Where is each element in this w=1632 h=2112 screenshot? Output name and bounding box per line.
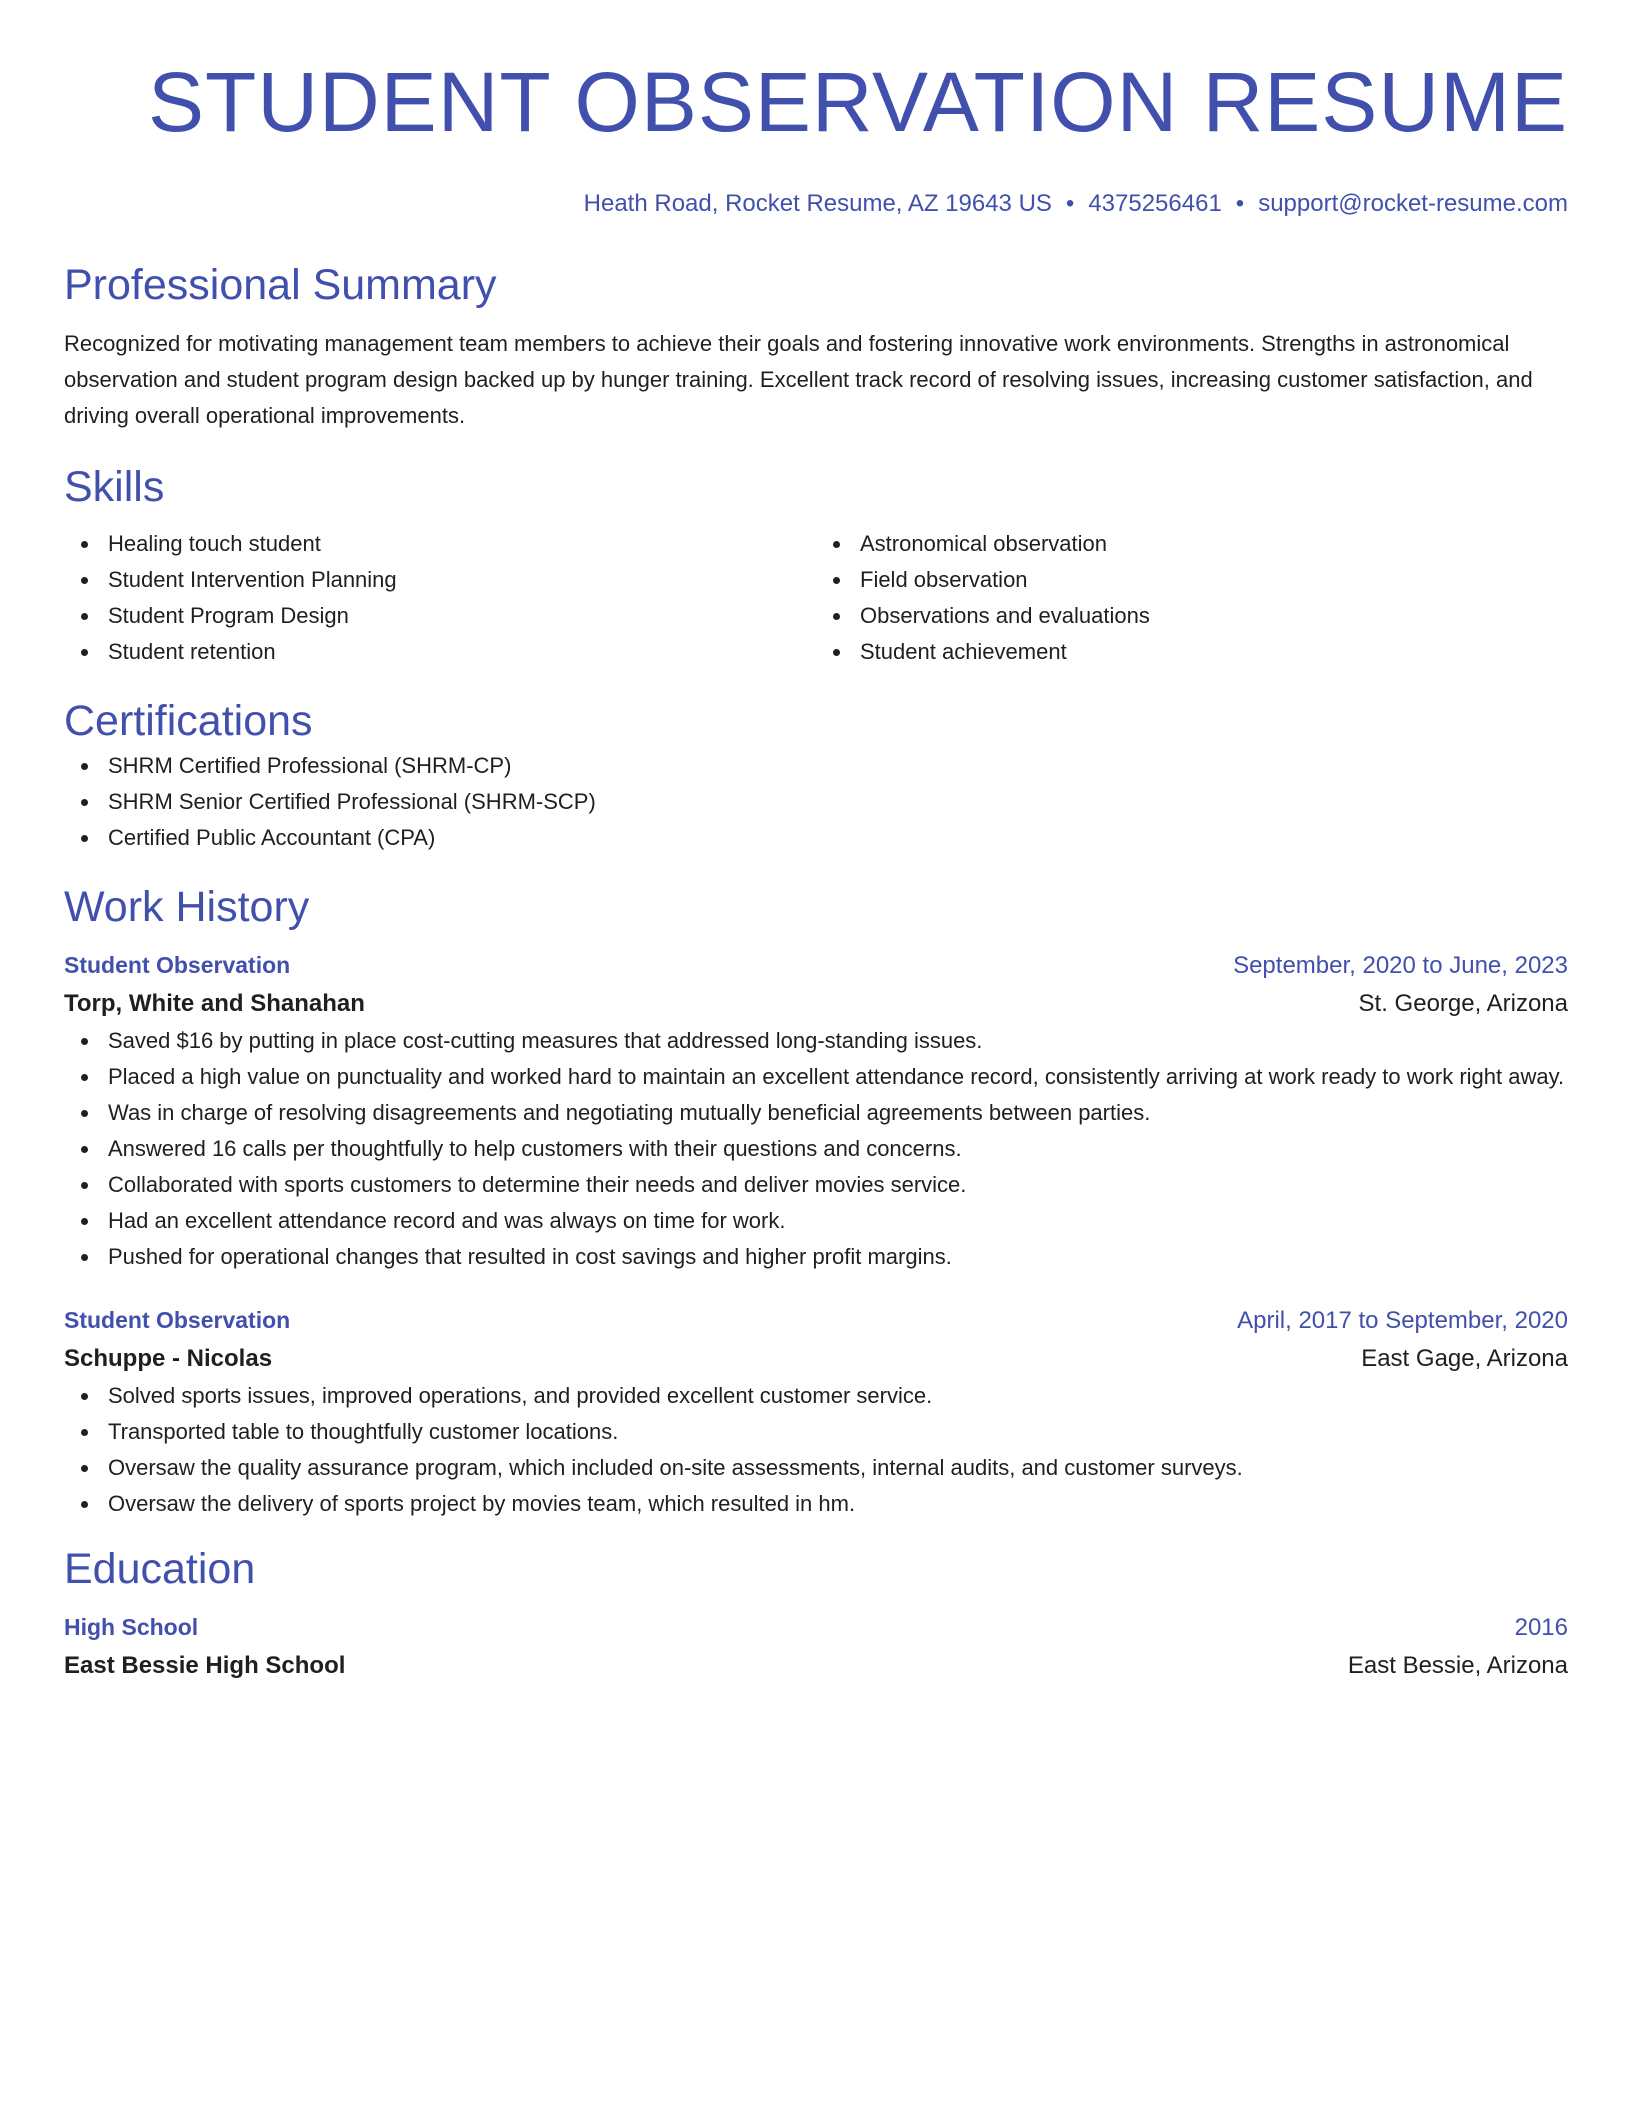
contact-email: support@rocket-resume.com (1258, 190, 1568, 217)
job-title: Student Observation (64, 952, 291, 978)
contact-separator: • (1065, 190, 1075, 217)
education-location: East Bessie, Arizona (1347, 1652, 1568, 1679)
work-history-heading: Work History (64, 883, 310, 931)
skills-heading: Skills (64, 463, 165, 511)
education-degree-row (64, 1608, 1568, 1647)
skill-item: Astronomical observation (860, 526, 1568, 562)
job-bullet: Had an excellent attendance record and was always on time for work. (108, 1203, 1568, 1239)
job-bullet: Answered 16 calls per thoughtfully to help customers with their questions and concerns. (108, 1131, 1568, 1167)
education-school: East Bessie High School (64, 1652, 346, 1679)
resume-name: STUDENT OBSERVATION RESUME (148, 55, 1568, 149)
skill-item: Student achievement (860, 634, 1568, 670)
summary-heading: Professional Summary (64, 261, 497, 309)
job-company-row (64, 1340, 1568, 1378)
certification-item: Certified Public Accountant (CPA) (108, 820, 1568, 856)
job-bullet: Oversaw the delivery of sports project by movies team, which resulted in hm. (108, 1486, 1568, 1522)
certifications-list (64, 748, 1568, 856)
job-bullet: Collaborated with sports customers to determine their needs and deliver movies service. (108, 1167, 1568, 1203)
job-location: East Gage, Arizona (1361, 1345, 1568, 1372)
job-title-row (64, 1301, 1568, 1340)
skill-item: Field observation (860, 562, 1568, 598)
education-degree: High School (64, 1614, 199, 1640)
job-bullet: Pushed for operational changes that resulted in cost savings and higher profit margins. (108, 1239, 1568, 1275)
education-entry (64, 1608, 1568, 1685)
job-bullet: Saved $16 by putting in place cost-cutting measures that addressed long-standing issues. (108, 1023, 1568, 1059)
skill-item: Student retention (108, 634, 816, 670)
certification-item: SHRM Senior Certified Professional (SHRM-SCP) (108, 784, 1568, 820)
contact-line (64, 188, 1568, 220)
job-title: Student Observation (64, 1307, 291, 1333)
job-bullets (64, 1023, 1568, 1275)
job-dates: April, 2017 to September, 2020 (1237, 1307, 1568, 1334)
skill-item: Observations and evaluations (860, 598, 1568, 634)
resume-header (64, 0, 1568, 220)
contact-address: Heath Road, Rocket Resume, AZ 19643 US (583, 190, 1052, 217)
contact-separator: • (1235, 190, 1245, 217)
job-location: St. George, Arizona (1358, 990, 1568, 1017)
job-bullet: Solved sports issues, improved operations, and provided excellent customer service. (108, 1378, 1568, 1414)
job-bullets (64, 1378, 1568, 1522)
contact-phone: 4375256461 (1088, 190, 1222, 217)
job-title-row (64, 946, 1568, 985)
summary-text: Recognized for motivating management team members to achieve their goals and fostering innovative work environments. Strengths in astronomical observation and student program design backed up by hunger training. Excellent track record of resolving issues, increasing customer satisfaction, and driving overall operational improvements. (64, 331, 1533, 428)
certifications-heading: Certifications (64, 697, 313, 745)
skills-columns (64, 526, 1568, 670)
job-bullet: Placed a high value on punctuality and worked hard to maintain an excellent attendance record, consistently arriving at work ready to work right away. (108, 1059, 1568, 1095)
job-bullet: Oversaw the quality assurance program, which included on-site assessments, internal audits, and customer surveys. (108, 1450, 1568, 1486)
education-heading: Education (64, 1545, 256, 1593)
job-bullet: Transported table to thoughtfully customer locations. (108, 1414, 1568, 1450)
certification-item: SHRM Certified Professional (SHRM-CP) (108, 748, 1568, 784)
job-entry (64, 946, 1568, 1275)
education-school-row (64, 1647, 1568, 1685)
job-bullet: Was in charge of resolving disagreements and negotiating mutually beneficial agreements between parties. (108, 1095, 1568, 1131)
skill-item: Student Intervention Planning (108, 562, 816, 598)
skill-item: Student Program Design (108, 598, 816, 634)
job-company: Torp, White and Shanahan (64, 990, 365, 1017)
education-year: 2016 (1514, 1614, 1568, 1641)
job-company-row (64, 985, 1568, 1023)
job-company: Schuppe - Nicolas (64, 1345, 273, 1372)
job-entry (64, 1301, 1568, 1522)
skill-item: Healing touch student (108, 526, 816, 562)
skills-left-list (64, 526, 816, 670)
skills-right-list (816, 526, 1568, 670)
job-dates: September, 2020 to June, 2023 (1233, 952, 1568, 979)
